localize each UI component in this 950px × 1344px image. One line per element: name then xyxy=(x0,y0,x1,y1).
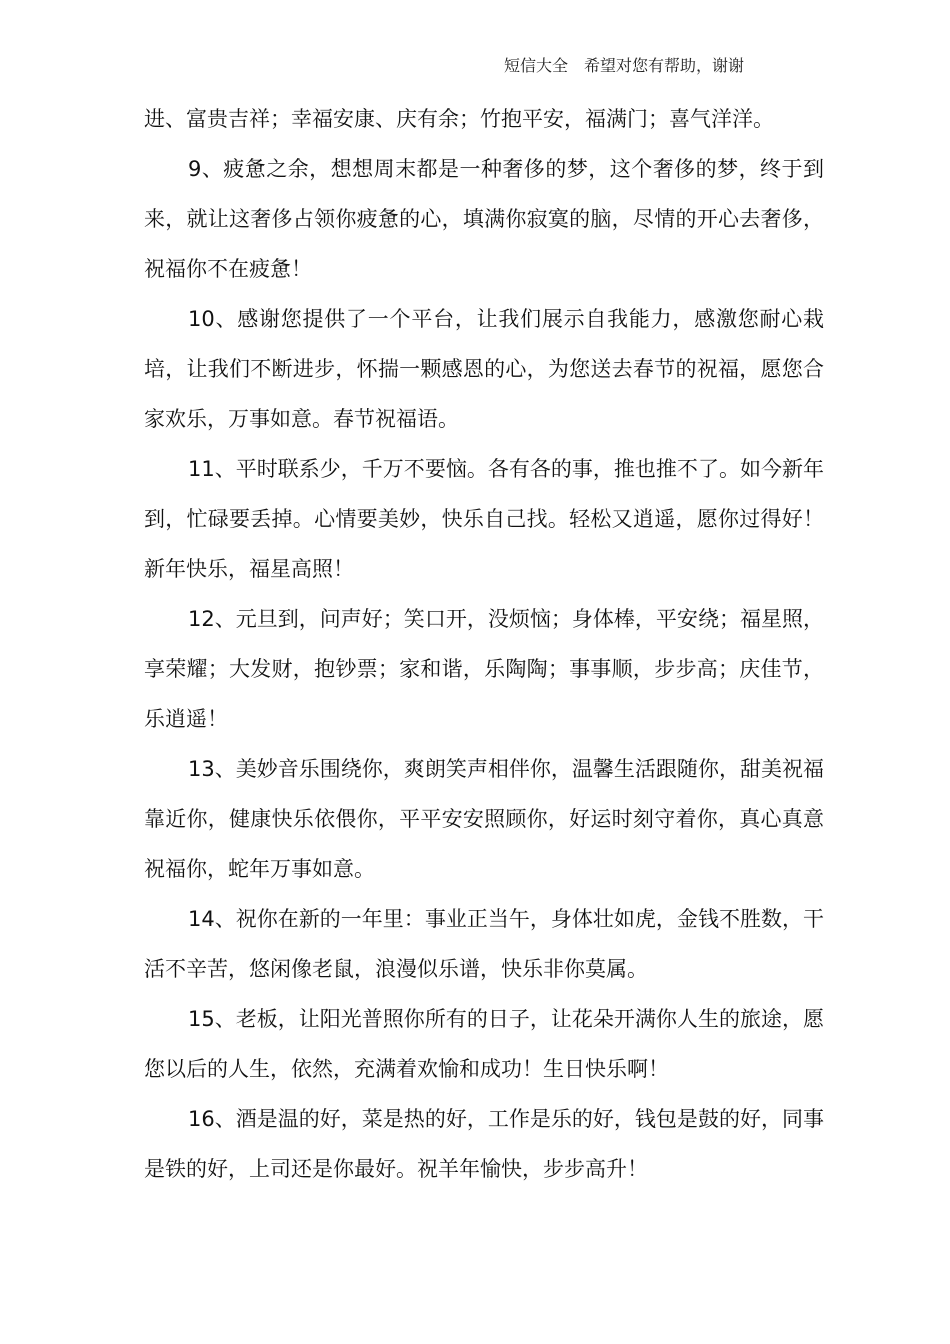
paragraph-item-14: 14、祝你在新的一年里：事业正当午，身体壮如虎，金钱不胜数，干活不辛苦，悠闲像老鼠，浪漫似乐谱，快乐非你莫属。 xyxy=(144,907,824,981)
document-body xyxy=(144,94,824,1194)
paragraph-continuation: 进、富贵吉祥；幸福安康、庆有余；竹抱平安，福满门；喜气洋洋。 xyxy=(144,107,774,131)
paragraph-item-12: 12、元旦到，问声好；笑口开，没烦恼；身体棒，平安绕；福星照，享荣耀；大发财，抱钞票；家和谐，乐陶陶；事事顺，步步高；庆佳节，乐逍遥！ xyxy=(144,607,824,731)
paragraph-item-13: 13、美妙音乐围绕你，爽朗笑声相伴你，温馨生活跟随你，甜美祝福靠近你，健康快乐依偎你，平平安安照顾你，好运时刻守着你，真心真意祝福你，蛇年万事如意。 xyxy=(144,757,824,881)
paragraph-item-16: 16、酒是温的好，菜是热的好，工作是乐的好，钱包是鼓的好，同事是铁的好，上司还是你最好。祝羊年愉快，步步高升！ xyxy=(144,1107,824,1181)
paragraph-item-15: 15、老板，让阳光普照你所有的日子，让花朵开满你人生的旅途，愿您以后的人生，依然，充满着欢愉和成功！生日快乐啊！ xyxy=(144,1007,824,1081)
paragraph-item-11: 11、平时联系少，千万不要恼。各有各的事，推也推不了。如今新年到，忙碌要丢掉。心情要美妙，快乐自己找。轻松又逍遥，愿你过得好！新年快乐，福星高照！ xyxy=(144,457,824,581)
page-header: 短信大全 希望对您有帮助，谢谢 xyxy=(504,56,745,75)
paragraph-item-10: 10、感谢您提供了一个平台，让我们展示自我能力，感激您耐心栽培，让我们不断进步，怀揣一颗感恩的心，为您送去春节的祝福，愿您合家欢乐，万事如意。春节祝福语。 xyxy=(144,307,824,431)
paragraph-item-9: 9、疲惫之余，想想周末都是一种奢侈的梦，这个奢侈的梦，终于到来，就让这奢侈占领你疲惫的心，填满你寂寞的脑，尽情的开心去奢侈，祝福你不在疲惫！ xyxy=(144,157,824,281)
